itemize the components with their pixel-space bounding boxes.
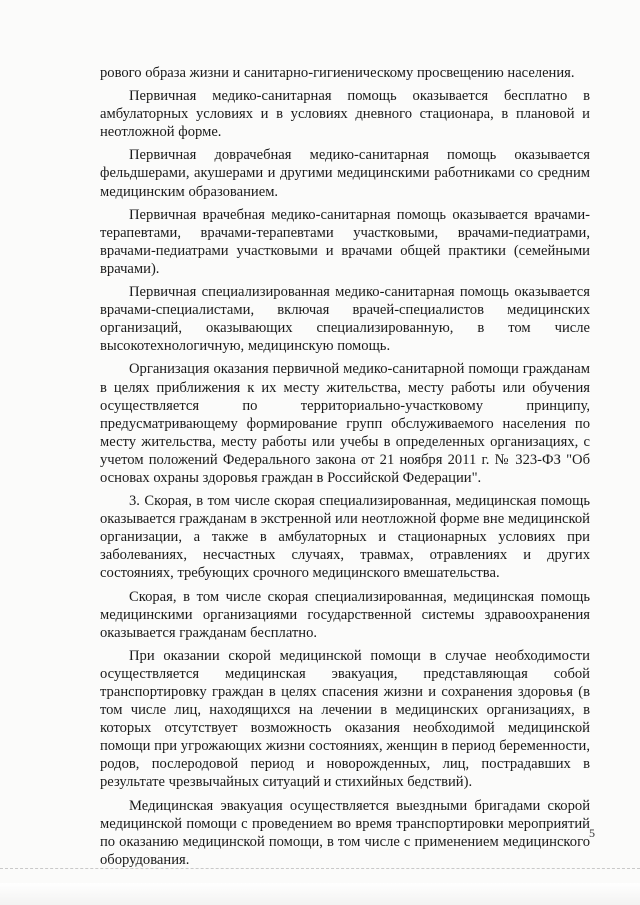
paragraph-7: 3. Скорая, в том числе скорая специализированная, медицинская помощь оказывается гражданам в экстренной или неотложной форме вне медицинской организации, а также в амбулаторных и стационарных условиях при заболеваниях, несчастных случаях, травмах, отравлениях и других состояниях, требующих срочного медицинского вмешательства. — [100, 493, 590, 582]
paragraph-10: Медицинская эвакуация осуществляется выездными бригадами скорой медицинской помощи с проведением во время транспортировки мероприятий по оказанию медицинской помощи, в том числе с применением медицинского оборудования. — [100, 797, 590, 868]
scan-bottom-shade — [0, 883, 640, 905]
paragraph-4: Первичная врачебная медико-санитарная помощь оказывается врачами-терапевтами, врачами-терапевтами участковыми, врачами-педиатрами, врачами-педиатрами участковыми и врачами общей практики (семейными врачами). — [100, 206, 590, 277]
paragraph-8: Скорая, в том числе скорая специализированная, медицинская помощь медицинскими организациями государственной системы здравоохранения оказывается гражданам бесплатно. — [100, 588, 590, 641]
paragraph-9: При оказании скорой медицинской помощи в случае необходимости осуществляется медицинская эвакуация, представляющая собой транспортировку граждан в целях спасения жизни и сохранения здоровья (в том числе лиц, находящихся на лечении в медицинских организациях, в которых отсутствует возможность оказания необходимой медицинской помощи при угрожающих жизни состояниях, женщин в период беременности, родов, послеродовой период и новорожденных, лиц, пострадавших в результате чрезвычайных ситуаций и стихийных бедствий). — [100, 647, 590, 791]
paragraph-1: рового образа жизни и санитарно-гигиеническому просвещению населения. — [100, 65, 575, 81]
scan-edge-divider — [0, 868, 640, 872]
body-text — [100, 64, 590, 874]
paragraph-6: Организация оказания первичной медико-санитарной помощи гражданам в целях приближения к их месту жительства, месту работы или обучения осуществляется по территориально-участковому принципу, предусматривающему формирование групп обслуживаемого населения по месту жительства, месту работы или учебы в определенных организациях, с учетом положений Федерального закона от 21 ноября 2011 г. № 323-ФЗ "Об основах охраны здоровья граждан в Российской Федерации". — [100, 361, 590, 486]
paragraph-5: Первичная специализированная медико-санитарная помощь оказывается врачами-специалистами, включая врачей-специалистов медицинских организаций, оказывающих специализированную, в том числе высокотехнологичную, медицинскую помощь. — [100, 284, 590, 355]
paragraph-2: Первичная медико-санитарная помощь оказывается бесплатно в амбулаторных условиях и в условиях дневного стационара, в плановой и неотложной форме. — [100, 88, 590, 141]
paragraph-3: Первичная доврачебная медико-санитарная помощь оказывается фельдшерами, акушерами и другими медицинскими работниками со средним медицинским образованием. — [100, 147, 590, 200]
page-number: 5 — [589, 826, 595, 840]
